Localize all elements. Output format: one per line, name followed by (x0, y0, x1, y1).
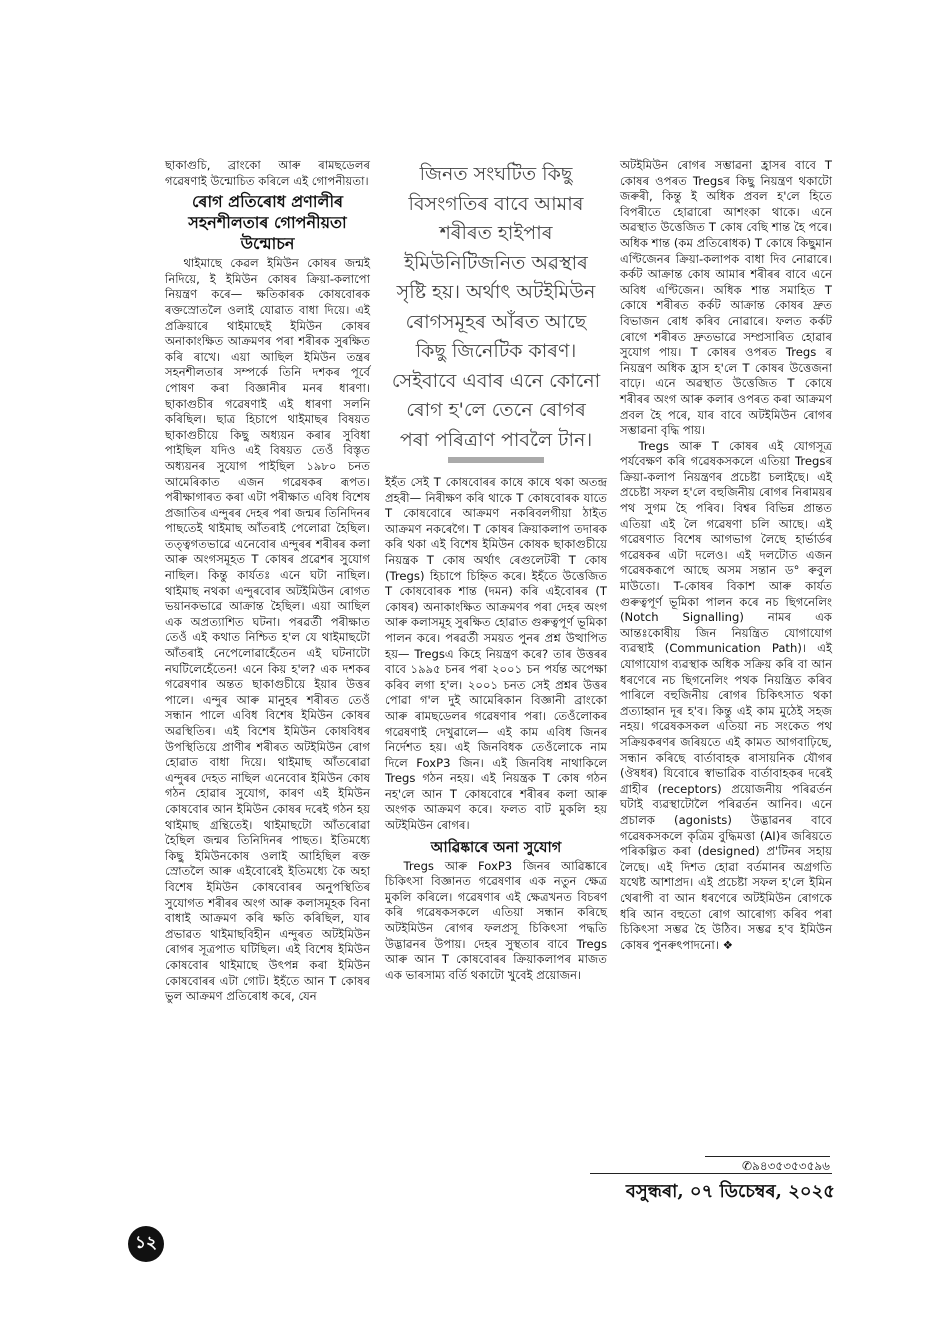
author-phone: ✆৯৪৩৫৩৫৩৫৯৬ (705, 1156, 830, 1178)
right-column (620, 158, 832, 953)
section-heading: আৱিষ্কাৰে অনা সুযোগ (430, 838, 562, 856)
intro-paragraph: ছাকাগুচি, ব্ৰাংকো আৰু ৰামছডেলৰ গৱেষণাই উন্মোচিত কৰিলে এই গোপনীয়তা। (165, 158, 370, 188)
publication-date: বসুন্ধৰা, ০৭ ডিচেম্বৰ, ২০২৫ (625, 1181, 835, 1202)
body-paragraph: থাইমাছে কেৱল ইমিউন কোষৰ জন্মই নিদিয়ে, ই ইমিউন কোষৰ ক্ৰিয়া-কলাপো নিয়ন্ত্ৰণ কৰে— ক্ষতিকাৰক কোষবোৰক ৰক্তস্ৰোতলৈ ওলাই যোৱাত বাধা দিয়ে। এই প্ৰক্ৰিয়াৰে থাইমাছেই ইমিউন কোষৰ অনাকাংক্ষিত আক্ৰমণৰ পৰা শৰীৰক সুৰক্ষিত কৰি ৰাখে। এয়া আছিল ইমিউন তন্ত্ৰৰ সহনশীলতাৰ সম্পৰ্কে তিনি দশকৰ পূৰ্বে পোষণ কৰা বিজ্ঞানীৰ মনৰ ধাৰণা। ছাকাগুচীৰ গৱেষণাই এই ধাৰণা সলনি কৰিছিল। ছাত্ৰ হিচাপে থাইমাছৰ বিষয়ত ছাকাগুচীয়ে কিছু অধ্যয়ন কৰাৰ সুবিধা পাইছিল যদিও এই বিষয়ত তেওঁ বিস্তৃত অধ্যয়নৰ সুযোগ পাইছিল ১৯৮০ চনত আমেৰিকাত এজন গৱেষকৰ ৰূপত। পৰীক্ষাগাৰত কৰা এটা পৰীক্ষাত এবিধ বিশেষ প্ৰজাতিৰ এন্দুৰৰ দেহৰ পৰা জন্মৰ তিনিদিনৰ পাছতেই থাইমাছ আঁতৰাই পেলোৱা হৈছিল। তত্ত্বগতভাৱে এনেবোৰ এন্দুৰৰ শৰীৰৰ কলা আৰু অংগসমূহত T কোষৰ প্ৰৱেশৰ সুযোগ নাছিল। কিন্তু কাৰ্যতঃ এনে ঘটা নাছিল। থাইমাছ নথকা এন্দুৰবোৰ অটইমিউন ৰোগত ভয়ানকভাৱে আক্ৰান্ত হৈছিল। এয়া আছিল এক অপ্ৰত্যাশিত ঘটনা। পৰৱৰ্তী পৰীক্ষাত তেওঁ এই কথাত নিশ্চিত হ'ল যে থাইমাছটো আঁতৰাই নেপেলোৱাহেঁতেন এই ঘটনাটো নঘটিলেহেঁতেন! এনে কিয় হ'ল? এক দশকৰ গৱেষণাৰ অন্তত ছাকাগুচীয়ে ইয়াৰ উত্তৰ পালে। এন্দুৰ আৰু মানুহৰ শৰীৰত তেওঁ সন্ধান পালে এবিধ বিশেষ ইমিউন কোষৰ অৱস্থিতিৰ। এই বিশেষ ইমিউন কোষবিধৰ উপস্থিতিয়ে প্ৰাণীৰ শৰীৰত অটইমিউন ৰোগ হোৱাত বাধা দিয়ে। থাইমাছ আঁতৰোৱা এন্দুৰৰ দেহত নাছিল এনেবোৰ ইমিউন কোষ গঠন হোৱাৰ সুযোগ, কাৰণ এই ইমিউন কোষবোৰ আন ইমিউন কোষৰ দৰেই গঠন হয় থাইমাছ গ্ৰন্থিতেই। থাইমাছটো আঁতৰোৱা হৈছিল জন্মৰ তিনিদিনৰ পাছত। ইতিমধ্যে কিছু ইমিউনকোষ ওলাই আহিছিল ৰক্ত স্ৰোতলৈ আৰু এইবোৰেই ইতিমধ্যে কৈ অহা বিশেষ ইমিউন কোষবোৰৰ অনুপস্থিতিৰ সুযোগত শৰীৰৰ অংগ আৰু কলাসমূহক বিনা বাধাই আক্ৰমণ কৰি ক্ষতি কৰিছিল, যাৰ প্ৰভাৱত থাইমাছবিহীন এন্দুৰত অটইমিউন ৰোগৰ সূত্ৰপাত ঘটিছিল। এই বিশেষ ইমিউন কোষবোৰ থাইমাছে উৎপন্ন কৰা ইমিউন কোষবোৰৰ এটা গোট। ইহঁতে আন T কোষৰ ভুল আক্ৰমণ প্ৰতিৰোধ কৰে, যেন (165, 256, 370, 1004)
footer-divider (590, 1173, 832, 1174)
body-paragraph: Tregs আৰু T কোষৰ এই যোগসূত্ৰ পৰ্যবেক্ষণ কৰি গৱেষকসকলে এতিয়া Tregsৰ ক্ৰিয়া-কলাপ নিয়ন্ত্ৰণৰ প্ৰচেষ্টা চলাইছে। এই প্ৰচেষ্টা সফল হ'লে বহুজিনীয় ৰোগৰ নিৰাময়ৰ পথ সুগম হৈ পৰিব। বিশ্বৰ বিভিন্ন প্ৰান্তত এতিয়া এই লৈ গৱেষণা চলি আছে। এই গৱেষণাত বিশেষ আগভাগ লৈছে হাৰ্ভাৰ্ডৰ গৱেষকৰ এটা দলেও। এই দলটোত এজন গৱেষকৰূপে আছে অসম সন্তান ড° ৰুবুল মাউতো। T-কোষৰ বিকাশ আৰু কাৰ্যত গুৰুত্বপূৰ্ণ ভূমিকা পালন কৰে নচ ছিগনেলিং (Notch Signalling) নামৰ এক আন্তঃকোষীয় জিন নিয়ন্ত্ৰিত যোগাযোগ ব্যৱস্থাই (Communication Path)। এই যোগাযোগ ব্যৱস্থাক অধিক সক্ৰিয় কৰি বা আন ধৰণেৰে নচ ছিগনেলিং পথক নিয়ন্ত্ৰিত কৰিব পাৰিলে বহুজিনীয় ৰোগৰ চিকিৎসাত থকা প্ৰত্যাহ্বান দূৰ হ'ব। কিন্তু এই কাম মুঠেই সহজ নহয়। গৱেষকসকল এতিয়া নচ সংকেত পথ সক্ৰিয়কৰণৰ জৰিয়তে এই কামত আগবাঢ়িছে, সন্ধান কৰিছে বাৰ্তাবাহক ৰাসায়নিক যৌগৰ (ঔষধৰ) যিবোৰে স্বাভাৱিক বাৰ্তাবাহকৰ দৰেই গ্ৰাহীৰ (receptors) প্ৰয়োজনীয় পৰিৱৰ্তন ঘটাই ব্যৱস্থাটোলৈ পৰিৱৰ্তন আনিব। এনে প্ৰচালক (agonists) উদ্ভাৱনৰ বাবে গৱেষকসকলে কৃত্ৰিম বুদ্ধিমত্তা (AI)ৰ জৰিয়তে পৰিকল্পিত কৰা (designed) প্ৰ'টিনৰ সহায় লৈছে। এই দিশত হোৱা বৰ্তমানৰ অগ্ৰগতি যথেষ্ট আশাপ্ৰদ। এই প্ৰচেষ্টা সফল হ'লে ইমিন থেৰাপী বা আন ধৰণেৰে অটইমিউন ৰোগকে ধৰি আন বহুতো ৰোগ আৰোগ্য কৰিব পৰা চিকিৎসা সম্ভৱ হৈ উঠিব। সম্ভৱ হ'ব ইমিউন কোষৰ পুনৰুৎপাদনো। ❖ (620, 438, 832, 952)
middle-column (385, 160, 607, 983)
pull-quote-divider (448, 457, 544, 463)
pull-quote: জিনত সংঘটিত কিছু বিসংগতিৰ বাবে আমাৰ শৰীৰত হাইপাৰ ইমিউনিটিজনিত অৱস্থাৰ সৃষ্টি হয়। অৰ্থাৎ অটইমিউন ৰোগসমূহৰ আঁৰত আছে কিছু জিনেটিক কাৰণ। সেইবাবে এবাৰ এনে কোনো ৰোগ হ'লে তেনে ৰোগৰ পৰা পৰিত্ৰাণ পাবলৈ টান। (391, 163, 601, 451)
body-paragraph: অটইমিউন ৰোগৰ সম্ভাৱনা হ্ৰাসৰ বাবে T কোষৰ ওপৰত Tregsৰ কিছু নিয়ন্ত্ৰণ থকাটো জৰুৰী, কিন্তু ই অধিক প্ৰবল হ'লে হিতে বিপৰীতে হোৱাৰো আশংকা থাকে। এনে অৱস্থাত উত্তেজিত T কোষ বেছি শান্ত হৈ পৰে। অধিক শান্ত (কম প্ৰতিৰোধক) T কোষে কিছুমান এণ্টিজেনৰ ক্ৰিয়া-কলাপক বাধা দিব নোৱাৰে। কৰ্কট আক্ৰান্ত কোষ আমাৰ শৰীৰৰ বাবে এনে অবিধ এণ্টিজেন। অধিক শান্ত সমাহিত T কোষে শৰীৰত কৰ্কট আক্ৰান্ত কোষৰ দ্ৰুত বিভাজন ৰোধ কৰিব নোৱাৰে। ফলত কৰ্কট ৰোগে শৰীৰত দ্ৰুতভাৱে সম্প্ৰসাৰিত হোৱাৰ সুযোগ পায়। T কোষৰ ওপৰত Tregs ৰ নিয়ন্ত্ৰণ অধিক হ্ৰাস হ'লে T কোষৰ উত্তেজনা বাঢ়ে। এনে অৱস্থাত উত্তেজিত T কোষে শৰীৰৰ অংগ আৰু কলাৰ ওপৰত কৰা আক্ৰমণ প্ৰবল হৈ পৰে, যাৰ বাবে অটইমিউন ৰোগৰ সম্ভাৱনা বৃদ্ধি পায়। (620, 158, 832, 438)
section-heading: ৰোগ প্ৰতিৰোধ প্ৰণালীৰ সহনশীলতাৰ গোপনীয়তা উন্মোচন (188, 192, 347, 254)
body-paragraph: ইহঁত সেই T কোষবোৰৰ কাষে কাষে থকা অতন্দ্ৰ প্ৰহৰী— নিৰীক্ষণ কৰি থাকে T কোষবোৰক যাতে T কোষবোৰে আক্ৰমণ নকৰিবলগীয়া ঠাইত আক্ৰমণ নকৰেগৈ। T কোষৰ ক্ৰিয়াকলাপ তদাৰক কৰি থকা এই বিশেষ ইমিউন কোষক ছাকাগুচীয়ে নিয়ন্ত্ৰক T কোষ অৰ্থাৎ ৰেগুলেটৰী T কোষ (Tregs) হিচাপে চিহ্নিত কৰে। ইহঁতে উত্তেজিত T কোষবোৰক শান্ত (দমন) কৰি এইবোৰৰ (T কোষৰ) অনাকাংক্ষিত আক্ৰমণৰ পৰা দেহৰ অংগ আৰু কলাসমূহ সুৰক্ষিত হোৱাত গুৰুত্বপূৰ্ণ ভূমিকা পালন কৰে। পৰৱৰ্তী সময়ত পুনৰ প্ৰশ্ন উত্থাপিত হয়— Tregsএ কিহে নিয়ন্ত্ৰণ কৰে? তাৰ উত্তৰৰ বাবে ১৯৯৫ চনৰ পৰা ২০০১ চন পৰ্যন্ত অপেক্ষা কৰিব লগা হ'ল। ২০০১ চনত সেই প্ৰশ্নৰ উত্তৰ পোৱা গ'ল দুই আমেৰিকান বিজ্ঞানী ব্ৰাংকো আৰু ৰামছডেলৰ গৱেষণাৰ পৰা। তেওঁলোকৰ গৱেষণাই দেখুৱালে— এই কাম এবিধ জিনৰ নিৰ্দেশত হয়। এই জিনবিধক তেওঁলোকে নাম দিলে FoxP3 জিন। এই জিনবিধ নাথাকিলে Tregs গঠন নহয়। এই নিয়ন্ত্ৰক T কোষ গঠন নহ'লে আন T কোষবোৰে শৰীৰৰ কলা আৰু অংগক আক্ৰমণ কৰে। ফলত বাট মুকলি হয় অটইমিউন ৰোগৰ। (385, 475, 607, 833)
body-paragraph: Tregs আৰু FoxP3 জিনৰ আৱিষ্কাৰে চিকিৎসা বিজ্ঞানত গৱেষণাৰ এক নতুন ক্ষেত্ৰ মুকলি কৰিলে। গৱেষণাৰ এই ক্ষেত্ৰখনত বিচৰণ কৰি গৱেষকসকলে এতিয়া সন্ধান কৰিছে অটইমিউন ৰোগৰ ফলপ্ৰসূ চিকিৎসা পদ্ধতি উদ্ভাৱনৰ উপায়। দেহৰ সুস্থতাৰ বাবে Tregs আৰু আন T কোষবোৰৰ ক্ৰিয়াকলাপৰ মাজত এক ভাৰসাম্য বৰ্তি থকাটো খুবেই প্ৰয়োজন। (385, 858, 607, 982)
left-column (165, 158, 370, 1005)
page-number: ১২ (128, 1226, 164, 1262)
